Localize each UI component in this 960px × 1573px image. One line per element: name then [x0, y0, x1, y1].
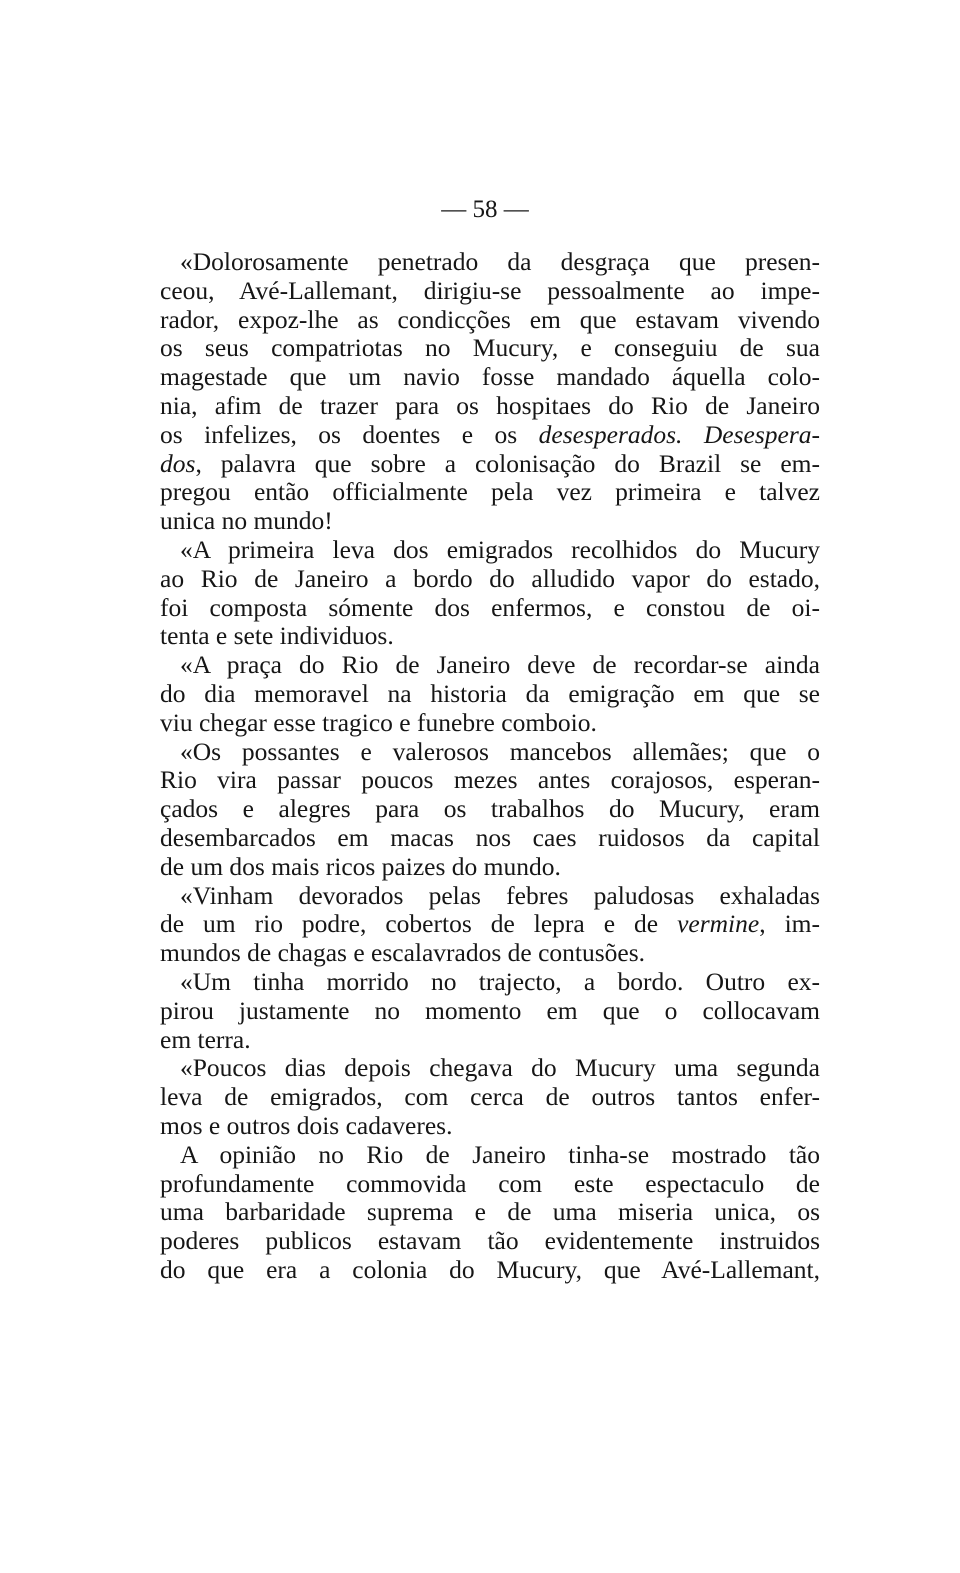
- text-segment: os infelizes, os doentes e os: [160, 419, 539, 449]
- text-segment: mos e outros dois cadaveres.: [160, 1110, 453, 1140]
- text-line: [160, 1227, 820, 1256]
- text-line: [160, 363, 820, 392]
- text-segment: , im-: [759, 909, 820, 939]
- text-segment: ceou, Avé-Lallemant, dirigiu-se pessoalmente ao impe-: [160, 275, 820, 305]
- text-line: [160, 277, 820, 306]
- text-line: [160, 968, 820, 997]
- text-segment: de um dos mais ricos paizes do mundo.: [160, 851, 561, 881]
- text-line: [160, 1256, 820, 1285]
- text-line: [160, 997, 820, 1026]
- text-segment: pregou então officialmente pela vez primeira e talvez: [160, 477, 820, 507]
- text-segment: do que era a colonia do Mucury, que Avé-Lallemant,: [160, 1254, 820, 1284]
- text-segment: çados e alegres para os trabalhos do Mucury, eram: [160, 794, 820, 824]
- text-line: [160, 910, 820, 939]
- text-segment: os seus compatriotas no Mucury, e conseguiu de sua: [160, 333, 820, 363]
- text-line: [160, 421, 820, 450]
- text-segment: unica no mundo!: [160, 506, 333, 536]
- text-line: [160, 478, 820, 507]
- text-segment: do dia memoravel na historia da emigração em que se: [160, 678, 820, 708]
- text-line: [160, 1054, 820, 1083]
- text-segment: «Vinham devorados pelas febres paludosas exhaladas: [180, 880, 820, 910]
- text-segment: uma barbaridade suprema e de uma miseria unica, os: [160, 1197, 820, 1227]
- text-segment: «Dolorosamente penetrado da desgraça que presen-: [180, 247, 820, 276]
- text-line: [160, 450, 820, 479]
- text-segment: poderes publicos estavam tão evidentemente instruidos: [160, 1226, 820, 1256]
- text-segment: «A praça do Rio de Janeiro deve de recordar-se ainda: [180, 650, 820, 680]
- text-segment: leva de emigrados, com cerca de outros tantos enfer-: [160, 1082, 820, 1112]
- page-number: — 58 —: [441, 196, 529, 223]
- text-segment: «Um tinha morrido no trajecto, a bordo. Outro ex-: [180, 966, 820, 996]
- text-segment: profundamente commovida com este espectaculo de: [160, 1168, 820, 1198]
- text-line: [160, 507, 820, 536]
- text-line: [160, 1170, 820, 1199]
- text-line: [160, 248, 820, 277]
- text-segment: pirou justamente no momento em que o collocavam: [160, 995, 820, 1025]
- text-segment: em terra.: [160, 1024, 251, 1054]
- text-line: [160, 594, 820, 623]
- text-line: [160, 680, 820, 709]
- text-line: [160, 1083, 820, 1112]
- text-segment: mundos de chagas e escalavrados de contusões.: [160, 938, 646, 968]
- text-line: [160, 536, 820, 565]
- text-line: [160, 392, 820, 421]
- body-text: [160, 248, 820, 1285]
- text-segment: «Poucos dias depois chegava do Mucury uma segunda: [180, 1053, 820, 1083]
- text-line: [160, 882, 820, 911]
- text-segment: «A primeira leva dos emigrados recolhidos do Mucury: [180, 534, 820, 564]
- text-line: [160, 939, 820, 968]
- text-segment: A opinião no Rio de Janeiro tinha-se mostrado tão: [180, 1139, 820, 1169]
- text-segment: ao Rio de Janeiro a bordo do alludido vapor do estado,: [160, 563, 820, 593]
- text-line: [160, 565, 820, 594]
- text-segment: Rio vira passar poucos mezes antes corajosos, esperan-: [160, 765, 820, 795]
- text-segment: de um rio podre, cobertos de lepra e de: [160, 909, 678, 939]
- text-segment: «Os possantes e valerosos mancebos allemães; que o: [180, 736, 820, 766]
- text-line: [160, 651, 820, 680]
- text-segment: foi composta sómente dos enfermos, e constou de oi-: [160, 592, 820, 622]
- text-line: [160, 306, 820, 335]
- text-line: [160, 334, 820, 363]
- text-line: [160, 622, 820, 651]
- text-line: [160, 1198, 820, 1227]
- text-line: [160, 1026, 820, 1055]
- text-segment: rador, expoz-lhe as condicções em que estavam vivendo: [160, 304, 820, 334]
- italic-text: dos: [160, 448, 196, 478]
- text-line: [160, 1141, 820, 1170]
- text-segment: nia, afim de trazer para os hospitaes do Rio de Janeiro: [160, 390, 820, 420]
- text-segment: tenta e sete individuos.: [160, 621, 394, 651]
- text-line: [160, 853, 820, 882]
- text-line: [160, 824, 820, 853]
- text-line: [160, 795, 820, 824]
- text-line: [160, 738, 820, 767]
- text-segment: magestade que um navio fosse mandado áquella colo-: [160, 362, 820, 392]
- text-segment: , palavra que sobre a colonisação do Brazil se em-: [195, 448, 820, 478]
- text-segment: viu chegar esse tragico e funebre comboio.: [160, 707, 597, 737]
- text-line: [160, 709, 820, 738]
- text-segment: desembarcados em macas nos caes ruidosos da capital: [160, 822, 820, 852]
- text-line: [160, 766, 820, 795]
- text-line: [160, 1112, 820, 1141]
- italic-text: vermine: [677, 909, 760, 939]
- italic-text: desesperados. Desespera-: [538, 419, 821, 449]
